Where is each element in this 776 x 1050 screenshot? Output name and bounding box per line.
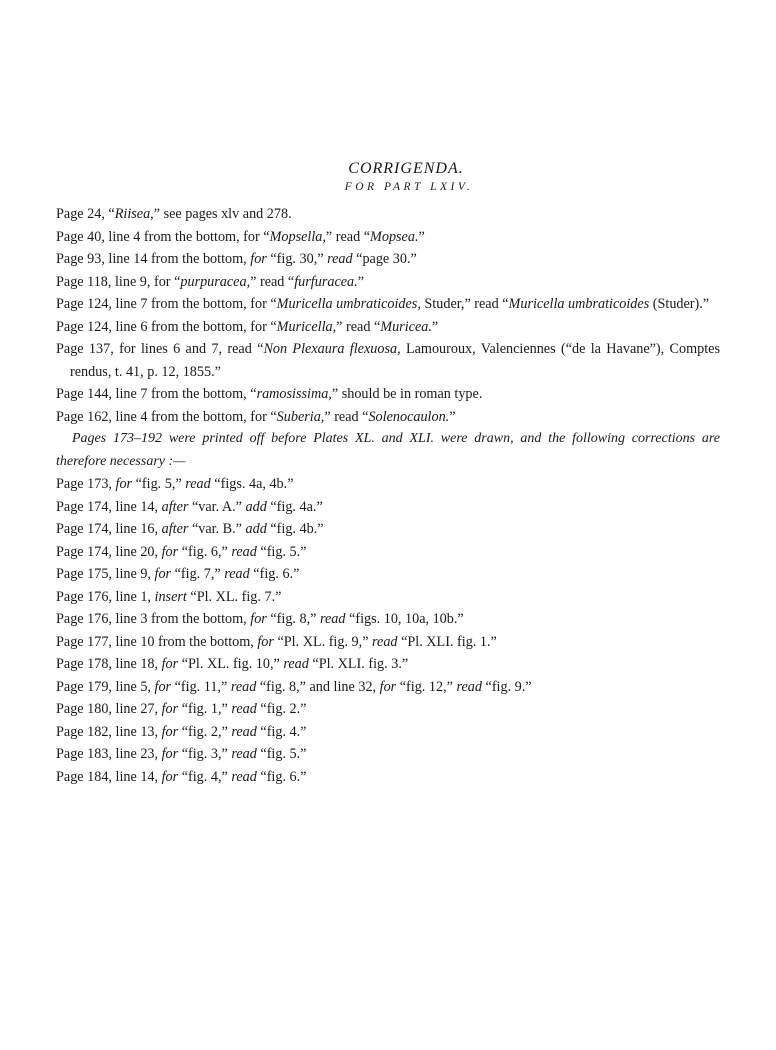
entry-text: (Studer).” xyxy=(649,296,710,312)
entry-text: Page 173, xyxy=(56,476,116,492)
corrigendum-entry xyxy=(56,586,720,609)
corrigendum-entry xyxy=(56,608,720,631)
entry-italic-text: add xyxy=(245,498,267,515)
entry-text: Page 177, line 10 from the bottom, xyxy=(56,633,258,650)
entry-text: “figs. 10, 10a, 10b.” xyxy=(345,611,464,627)
entry-text: “Pl. XL. fig. 7.” xyxy=(186,588,282,605)
entry-text: Page 176, line 1, xyxy=(56,588,155,605)
entry-text: “var. B.” xyxy=(188,521,246,537)
entry-text: Page 124, line 7 from the bottom, for “ xyxy=(56,296,277,312)
entry-text: “fig. 7,” xyxy=(171,566,225,582)
entry-italic-text: read xyxy=(327,251,353,267)
entry-text: ” read “ xyxy=(336,318,381,335)
corrigendum-entry xyxy=(56,631,720,654)
entry-italic-text: Muricea. xyxy=(380,318,432,335)
entry-text: ” read “ xyxy=(325,228,371,245)
corrigendum-entry xyxy=(56,271,720,294)
entry-text: “fig. 5.” xyxy=(256,746,307,762)
corrigendum-entry xyxy=(56,383,720,406)
corrigendum-entry xyxy=(56,653,720,676)
entry-italic-text: read xyxy=(320,611,346,627)
entry-italic-text: read xyxy=(231,701,257,717)
entry-text: “Pl. XLI. fig. 1.” xyxy=(397,633,497,650)
entry-text: Page 24, “ xyxy=(56,206,115,222)
entry-italic-text: for xyxy=(154,678,172,695)
entry-italic-text: read xyxy=(231,543,257,560)
entry-text: “var. A.” xyxy=(188,498,246,515)
entry-text: Page 179, line 5, xyxy=(56,678,155,695)
entry-text: ” should be in roman type. xyxy=(331,386,483,402)
corrigendum-entry xyxy=(56,563,720,586)
corrigendum-entry xyxy=(56,203,720,226)
corrigendum-entry xyxy=(56,766,720,789)
entry-italic-text: Mopsella, xyxy=(269,228,326,245)
corrigendum-entry xyxy=(56,248,720,271)
entry-italic-text: for xyxy=(161,543,179,560)
entry-italic-text: for xyxy=(379,678,397,695)
entry-text: Page 184, line 14, xyxy=(56,768,162,785)
entry-text: “fig. 9.” xyxy=(481,678,532,695)
entry-text: ” xyxy=(357,273,364,290)
entry-italic-text: ramosissima, xyxy=(256,386,332,402)
page-subtitle: FOR PART LXIV. xyxy=(344,181,474,193)
entry-italic-text: Muricella, xyxy=(276,318,337,335)
entry-text: “fig. 30,” xyxy=(266,251,328,267)
entry-text: Page 93, line 14 from the bottom, xyxy=(56,251,251,267)
entry-text: “fig. 2,” xyxy=(178,723,232,740)
entry-text: “page 30.” xyxy=(352,251,417,267)
entry-italic-text: Riisea, xyxy=(114,206,154,222)
entry-text: ” xyxy=(449,408,456,425)
corrigendum-entry xyxy=(56,293,720,316)
corrigendum-entry xyxy=(56,721,720,744)
entry-italic-text: read xyxy=(230,678,257,695)
entry-italic-text: add xyxy=(245,521,267,537)
printing-note: Pages 173–192 were printed off before Plates XL. and XLI. were drawn, and the following corrections are therefore necessary :— xyxy=(56,431,720,469)
corrigendum-entry xyxy=(56,473,720,496)
corrigendum-entry xyxy=(56,496,720,519)
entry-italic-text: read xyxy=(283,656,309,672)
entry-text: “fig. 5.” xyxy=(256,543,307,560)
entry-text: “fig. 8,” xyxy=(266,611,321,627)
corrigenda-list xyxy=(56,203,720,788)
entry-italic-text: for xyxy=(115,476,133,492)
entry-italic-text: for xyxy=(161,723,179,740)
entry-text: Page 175, line 9, xyxy=(56,566,155,582)
entry-text: ” see pages xlv and 278. xyxy=(153,206,292,222)
entry-italic-text: read xyxy=(231,746,257,762)
entry-italic-text: Solenocaulon. xyxy=(368,408,450,425)
entry-text: Page 178, line 18, xyxy=(56,656,162,672)
entry-italic-text: for xyxy=(161,656,179,672)
entry-italic-text: after xyxy=(161,521,189,537)
entry-italic-text: Non Plexaura flexuosa, xyxy=(263,341,401,357)
entry-text: “fig. 8,” and line 32, xyxy=(256,678,380,695)
entry-italic-text: Suberia, xyxy=(276,408,325,425)
entry-italic-text: for xyxy=(250,251,267,267)
entry-text: “fig. 5,” xyxy=(132,476,186,492)
entry-text: Page 174, line 14, xyxy=(56,498,162,515)
entry-text: ” xyxy=(418,228,425,245)
entry-text: Page 144, line 7 from the bottom, “ xyxy=(56,386,257,402)
entry-text: “fig. 6.” xyxy=(249,566,300,582)
entry-text: Page 40, line 4 from the bottom, for “ xyxy=(56,228,270,245)
entry-text: “Pl. XLI. fig. 3.” xyxy=(308,656,409,672)
entry-italic-text: for xyxy=(154,566,172,582)
entry-text: “fig. 2.” xyxy=(256,701,307,717)
corrigenda-entries-part-a xyxy=(56,203,720,428)
entry-italic-text: purpuracea, xyxy=(180,273,251,290)
corrigendum-entry xyxy=(56,226,720,249)
corrigendum-entry xyxy=(56,338,720,383)
entry-text: “fig. 6.” xyxy=(256,768,307,785)
entry-italic-text: read xyxy=(231,723,257,740)
entry-text: Page 183, line 23, xyxy=(56,746,162,762)
entry-italic-text: after xyxy=(161,498,189,515)
entry-text: Page 174, line 20, xyxy=(56,543,162,560)
entry-italic-text: read xyxy=(185,476,211,492)
corrigendum-entry xyxy=(56,698,720,721)
entry-italic-text: for xyxy=(161,768,179,785)
entry-text: “Pl. XL. fig. 10,” xyxy=(178,656,284,672)
entry-italic-text: for xyxy=(250,611,267,627)
entry-text: ” xyxy=(431,318,439,335)
entry-italic-text: Muricella umbraticoides xyxy=(508,296,650,312)
corrigendum-entry xyxy=(56,676,720,699)
entry-italic-text: read xyxy=(231,768,257,785)
entry-text: “Pl. XL. fig. 9,” xyxy=(273,633,373,650)
corrigendum-entry xyxy=(56,406,720,429)
entry-text: Page 180, line 27, xyxy=(56,701,162,717)
entry-text: “fig. 4,” xyxy=(178,768,232,785)
entry-text: “fig. 4b.” xyxy=(266,521,324,537)
entry-text: “fig. 4a.” xyxy=(266,498,323,515)
entry-text: “figs. 4a, 4b.” xyxy=(210,476,294,492)
entry-text: ” read “ xyxy=(250,273,295,290)
entry-text: ” read “ xyxy=(324,408,369,425)
entry-text: Page 162, line 4 from the bottom, for “ xyxy=(56,408,277,425)
entry-italic-text: read xyxy=(224,566,250,582)
entry-text: “fig. 12,” xyxy=(396,678,457,695)
entry-text: “fig. 11,” xyxy=(171,678,231,695)
entry-italic-text: read xyxy=(456,678,482,695)
entry-text: “fig. 3,” xyxy=(178,746,232,762)
entry-text: Page 174, line 16, xyxy=(56,521,162,537)
entry-italic-text: Mopsea. xyxy=(370,228,419,245)
entry-italic-text: read xyxy=(372,633,398,650)
entry-italic-text: furfuracea. xyxy=(294,273,358,290)
corrigendum-entry xyxy=(56,541,720,564)
entry-italic-text: for xyxy=(161,701,179,717)
entry-text: Page 182, line 13, xyxy=(56,723,162,740)
entry-text: Studer,” read “ xyxy=(420,296,509,312)
corrigendum-entry xyxy=(56,743,720,766)
entry-text: Lamouroux, Valenciennes (“de la Havane”), Comptes rendus, t. 41, p. 12, 1855.” xyxy=(70,341,720,380)
corrigendum-entry xyxy=(56,518,720,541)
entry-text: Page 124, line 6 from the bottom, for “ xyxy=(56,318,277,335)
corrigenda-entries-part-b xyxy=(56,473,720,788)
entry-italic-text: Muricella umbraticoides, xyxy=(276,296,421,312)
entry-text: Page 118, line 9, for “ xyxy=(56,273,181,290)
entry-text: Page 176, line 3 from the bottom, xyxy=(56,611,251,627)
entry-text: Page 137, for lines 6 and 7, read “ xyxy=(56,341,264,357)
entry-text: “fig. 6,” xyxy=(178,543,232,560)
entry-text: “fig. 1,” xyxy=(178,701,232,717)
corrigendum-entry xyxy=(56,316,720,339)
page-title: CORRIGENDA. xyxy=(348,160,464,177)
entry-text: “fig. 4.” xyxy=(256,723,307,740)
entry-italic-text: insert xyxy=(154,588,187,605)
entry-italic-text: for xyxy=(161,746,179,762)
entry-italic-text: for xyxy=(257,633,274,650)
